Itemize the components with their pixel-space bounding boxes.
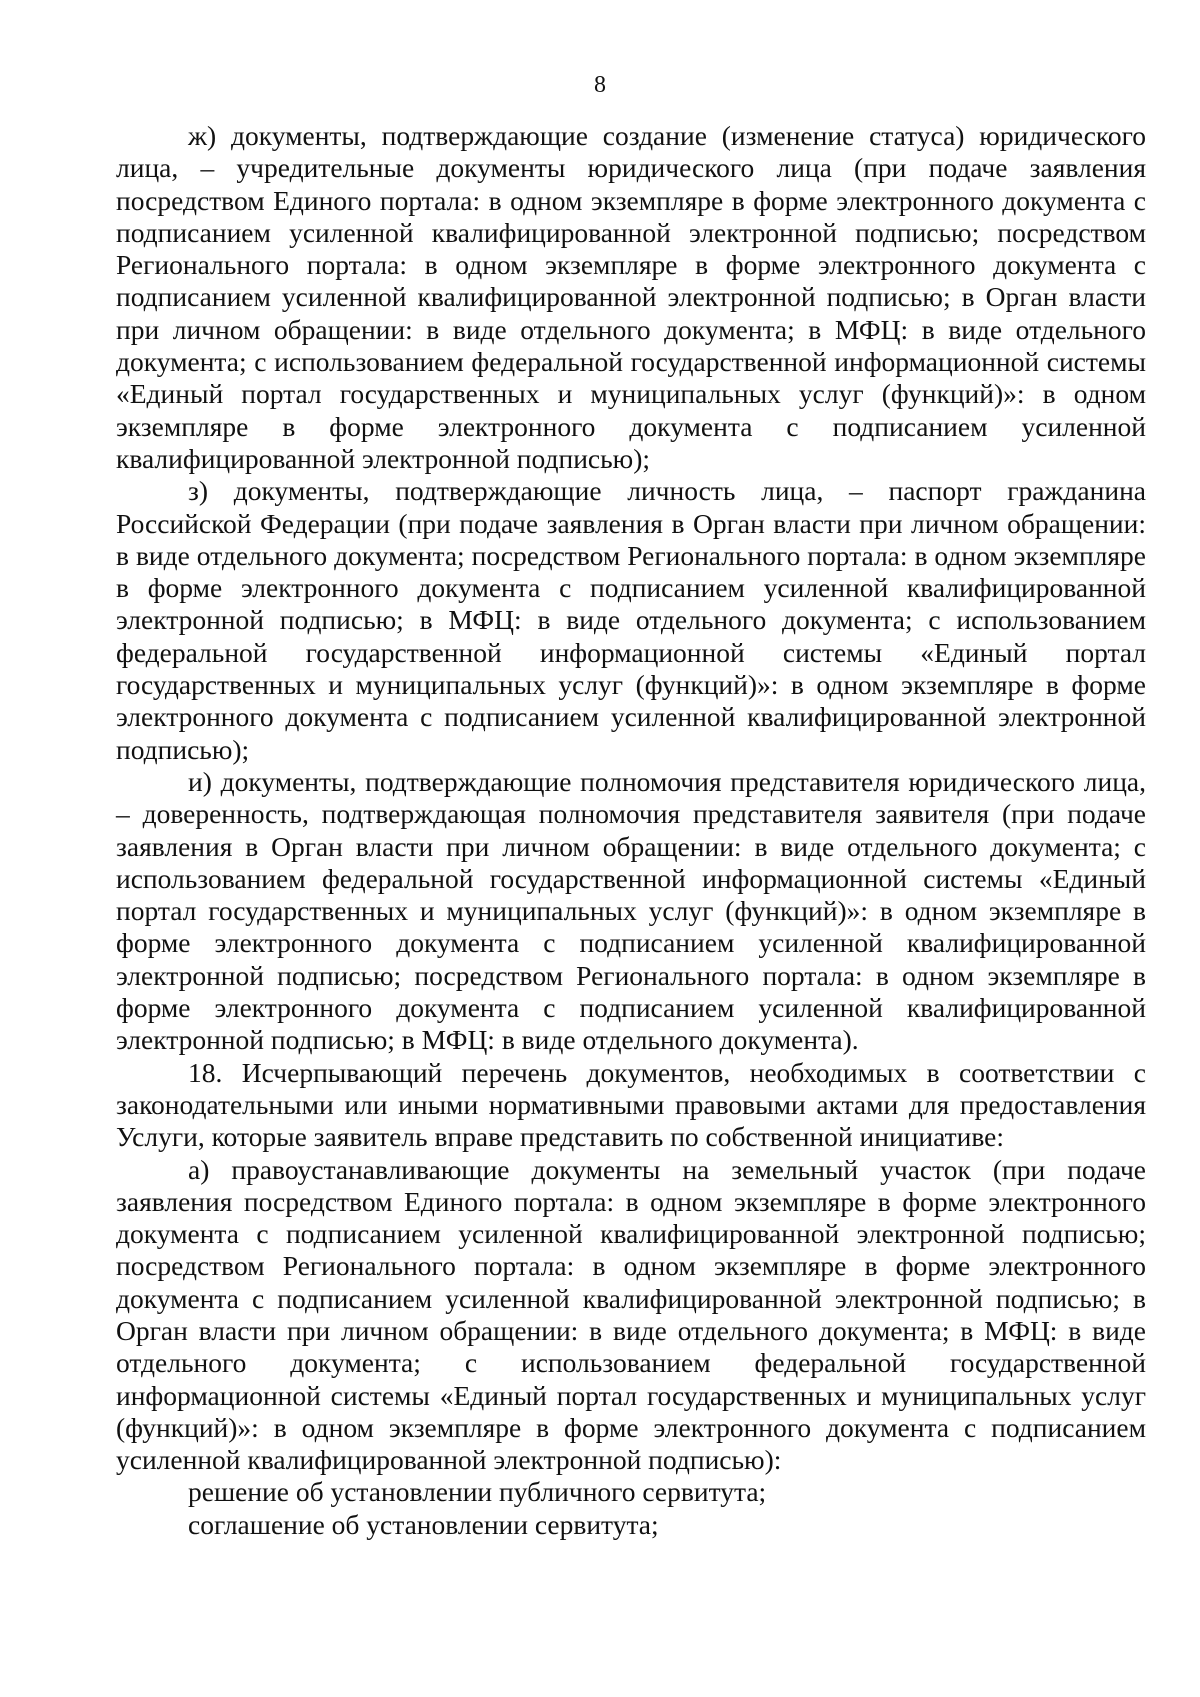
paragraph-a-land-title-documents: а) правоустанавливающие документы на земельный участок (при подаче заявления посредством Единого портала: в одном экземпляре в форме электронного документа с подписанием усиленной квалифицированной электронной подписью; посредством Регионального портала: в одном экземпляре в форме электронного документа с подписанием усиленной квалифицированной электронной подписью; в Орган власти при личном обращении: в виде отдельного документа; в МФЦ: в виде отдельного документа; с использованием федеральной государственной информационной системы «Единый портал государственных и муниципальных услуг (функций)»: в одном экземпляре в форме электронного документа с подписанием усиленной квалифицированной электронной подписью): (116, 1153, 1146, 1476)
document-body (116, 120, 1146, 1541)
paragraph-i-authority-documents: и) документы, подтверждающие полномочия представителя юридического лица, – доверенность, подтверждающая полномочия представителя заявителя (при подаче заявления в Орган власти при личном обращении: в виде отдельного документа; с использованием федеральной государственной информационной системы «Единый портал государственных и муниципальных услуг (функций)»: в одном экземпляре в форме электронного документа с подписанием усиленной квалифицированной электронной подписью; посредством Регионального портала: в одном экземпляре в форме электронного документа с подписанием усиленной квалифицированной электронной подписью; в МФЦ: в виде отдельного документа). (116, 765, 1146, 1056)
page-number: 8 (594, 72, 606, 98)
paragraph-18-optional-documents: 18. Исчерпывающий перечень документов, необходимых в соответствии с законодательными или иными нормативными правовыми актами для предоставления Услуги, которые заявитель вправе представить по собственной инициативе: (116, 1056, 1146, 1153)
paragraph-zh-founding-documents: ж) документы, подтверждающие создание (изменение статуса) юридического лица, – учредительные документы юридического лица (при подаче заявления посредством Единого портала: в одном экземпляре в форме электронного документа с подписанием усиленной квалифицированной электронной подписью; посредством Регионального портала: в одном экземпляре в форме электронного документа с подписанием усиленной квалифицированной электронной подписью; в Орган власти при личном обращении: в виде отдельного документа; в МФЦ: в виде отдельного документа; с использованием федеральной государственной информационной системы «Единый портал государственных и муниципальных услуг (функций)»: в одном экземпляре в форме электронного документа с подписанием усиленной квалифицированной электронной подписью); (116, 120, 1146, 474)
list-item-public-servitude-decision: решение об установлении публичного сервитута; (188, 1476, 767, 1508)
list-item-servitude-agreement: соглашение об установлении сервитута; (188, 1508, 659, 1540)
paragraph-z-identity-documents: з) документы, подтверждающие личность лица, – паспорт гражданина Российской Федерации (при подаче заявления в Орган власти при личном обращении: в виде отдельного документа; посредством Регионального портала: в одном экземпляре в форме электронного документа с подписанием усиленной квалифицированной электронной подписью; в МФЦ: в виде отдельного документа; с использованием федеральной государственной информационной системы «Единый портал государственных и муниципальных услуг (функций)»: в одном экземпляре в форме электронного документа с подписанием усиленной квалифицированной электронной подписью); (116, 475, 1146, 765)
